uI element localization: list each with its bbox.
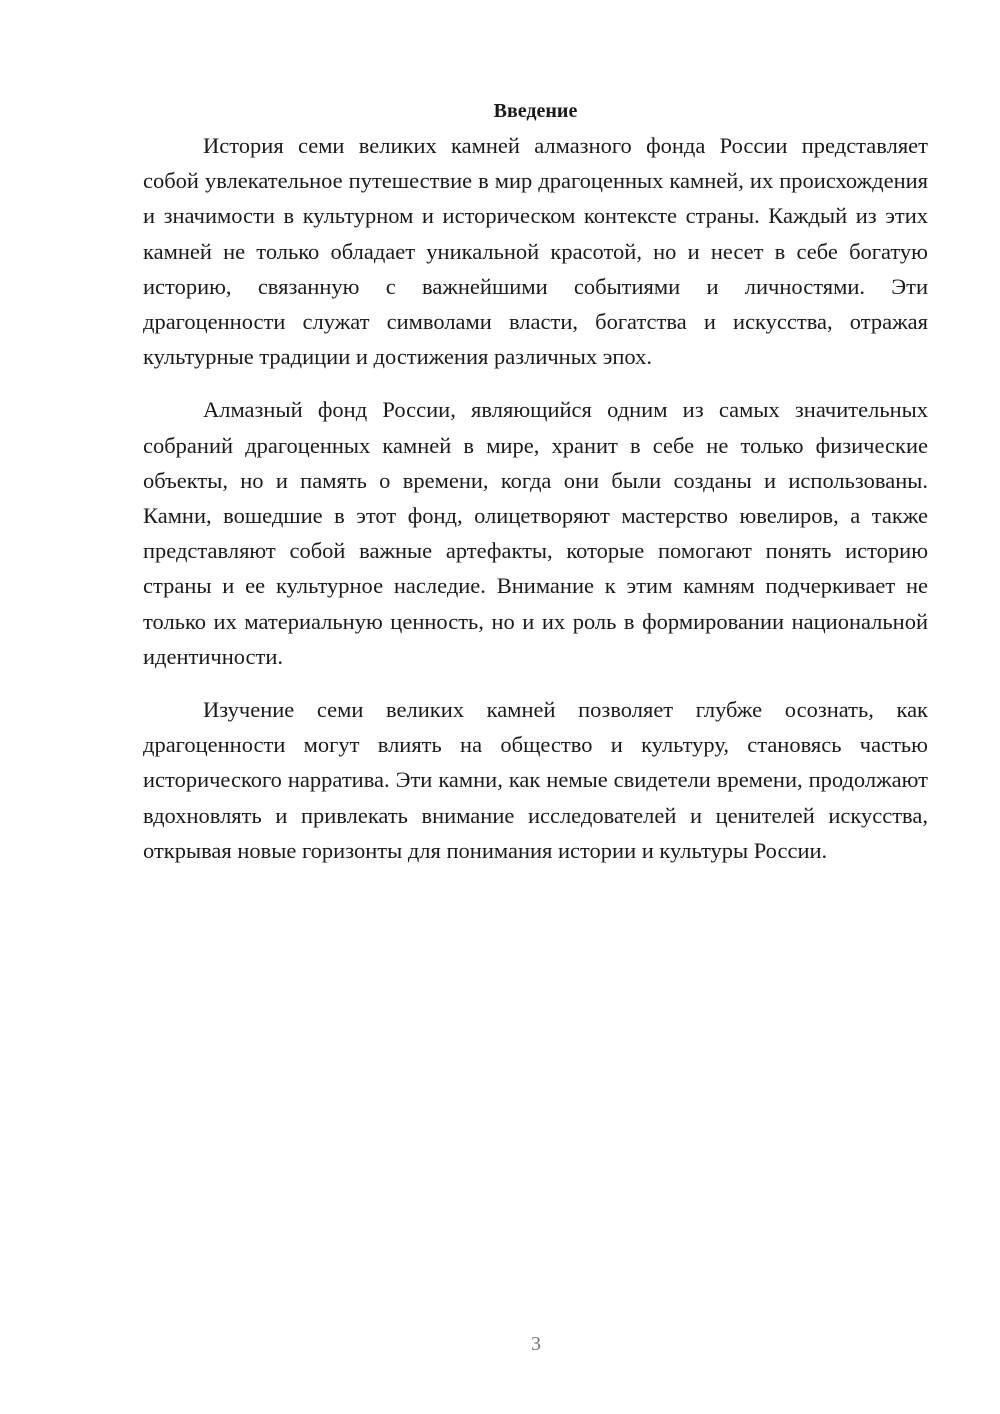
paragraph-3: Изучение семи великих камней позволяет глубже осознать, как драгоценности могут влиять на общество и культуру, становясь частью исторического нарратива. Эти камни, как немые свидетели времени, продолжают вдохновлять и привлекать внимание исследователей и ценителей искусства, открывая новые горизонты для понимания истории и культуры России. (143, 697, 928, 863)
paragraph-1: История семи великих камней алмазного фонда России представляет собой увлекательное путешествие в мир драгоценных камней, их происхождения и значимости в культурном и историческом контексте страны. Каждый из этих камней не только обладает уникальной красотой, но и несет в себе богатую историю, связанную с важнейшими событиями и личностями. Эти драгоценности служат символами власти, богатства и искусства, отражая культурные традиции и достижения различных эпох. (143, 133, 928, 370)
page-body (143, 95, 928, 868)
page-number: 3 (531, 1333, 541, 1355)
paragraph-2: Алмазный фонд России, являющийся одним из самых значительных собраний драгоценных камней в мире, хранит в себе не только физические объекты, но и память о времени, когда они были созданы и использованы. Камни, вошедшие в этот фонд, олицетворяют мастерство ювелиров, а также представляют собой важные артефакты, которые помогают понять историю страны и ее культурное наследие. Внимание к этим камням подчеркивает не только их материальную ценность, но и их роль в формировании национальной идентичности. (143, 397, 928, 669)
section-heading: Введение (493, 100, 578, 122)
